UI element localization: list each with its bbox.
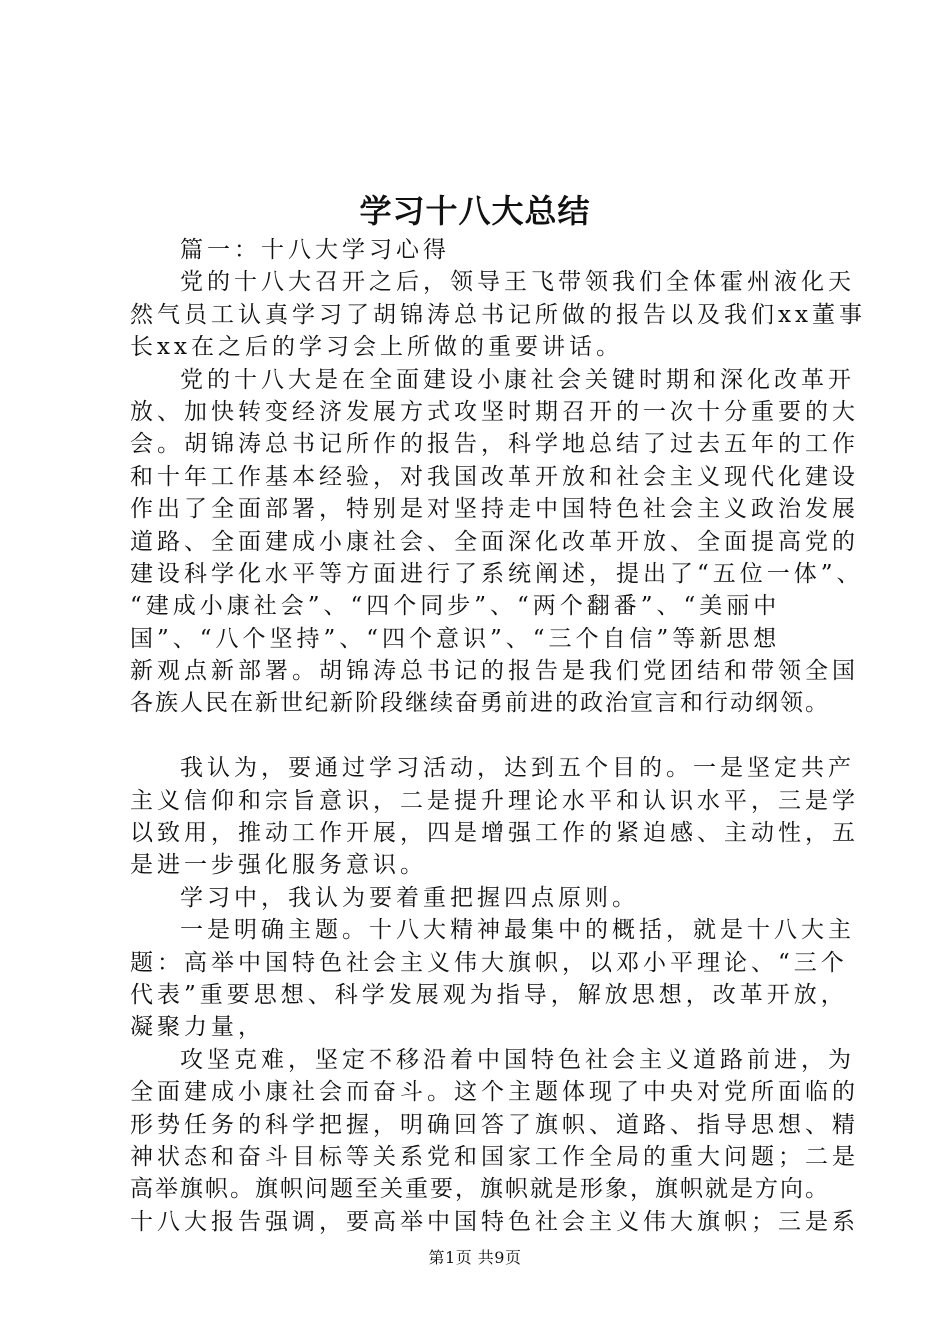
paragraph-line: 新观点新部署。胡锦涛总书记的报告是我们党团结和带领全国 xyxy=(130,658,859,685)
paragraph-line: 凝聚力量， xyxy=(130,1014,265,1041)
paragraph-line: 党的十八大是在全面建设小康社会关键时期和深化改革开 xyxy=(180,366,855,393)
paragraph-line: 长xx在之后的学习会上所做的重要讲话。 xyxy=(130,334,623,361)
paragraph-line: 和十年工作基本经验，对我国改革开放和社会主义现代化建设 xyxy=(130,463,859,490)
page-number-footer: 第1页 共9页 xyxy=(428,1248,522,1267)
section-heading: 篇一：十八大学习心得 xyxy=(180,237,450,263)
blank-line xyxy=(130,720,830,752)
paragraph-line: 高举旗帜。旗帜问题至关重要，旗帜就是形象，旗帜就是方向。 xyxy=(130,1176,830,1203)
paragraph-line: 以致用，推动工作开展，四是增强工作的紧迫感、主动性，五 xyxy=(130,820,859,847)
paragraph-line: 会。胡锦涛总书记所作的报告，科学地总结了过去五年的工作 xyxy=(130,431,859,458)
paragraph-line: 党的十八大召开之后，领导王飞带领我们全体霍州液化天 xyxy=(180,269,855,296)
paragraph-line: 学习中，我认为要着重把握四点原则。 xyxy=(180,884,639,911)
paragraph-line: 攻坚克难，坚定不移沿着中国特色社会主义道路前进，为 xyxy=(180,1046,855,1073)
paragraph-line: 形势任务的科学把握，明确回答了旗帜、道路、指导思想、精 xyxy=(130,1111,859,1138)
paragraph-line: 全面建成小康社会而奋斗。这个主题体现了中央对党所面临的 xyxy=(130,1079,859,1106)
paragraph-line: 代表”重要思想、科学发展观为指导，解放思想，改革开放， xyxy=(130,981,848,1008)
paragraph-line: 建设科学化水平等方面进行了系统阐述，提出了“五位一体”、 xyxy=(130,560,864,587)
paragraph-line: 神状态和奋斗目标等关系党和国家工作全局的重大问题；二是 xyxy=(130,1143,859,1170)
paragraph-line: 然气员工认真学习了胡锦涛总书记所做的报告以及我们xx董事 xyxy=(130,301,866,328)
paragraph-line: 一是明确主题。十八大精神最集中的概括，就是十八大主 xyxy=(180,917,855,944)
paragraph-line: 国”、“八个坚持”、“四个意识”、“三个自信”等新思想 xyxy=(130,625,781,652)
paragraph-line: 道路、全面建成小康社会、全面深化改革开放、全面提高党的 xyxy=(130,528,859,555)
paragraph-line: 我认为，要通过学习活动，达到五个目的。一是坚定共产 xyxy=(180,755,855,782)
paragraph-line: 放、加快转变经济发展方式攻坚时期召开的一次十分重要的大 xyxy=(130,398,859,425)
paragraph-line: 主义信仰和宗旨意识，二是提升理论水平和认识水平，三是学 xyxy=(130,787,859,814)
paragraph-line: 作出了全面部署，特别是对坚持走中国特色社会主义政治发展 xyxy=(130,496,859,523)
paragraph-line: 十八大报告强调，要高举中国特色社会主义伟大旗帜；三是系 xyxy=(130,1208,859,1235)
document-title: 学习十八大总结 xyxy=(359,192,591,230)
paragraph-line: 各族人民在新世纪新阶段继续奋勇前进的政治宣言和行动纲领。 xyxy=(130,690,830,717)
paragraph-line: 题：高举中国特色社会主义伟大旗帜，以邓小平理论、“三个 xyxy=(130,949,848,976)
document-body xyxy=(130,234,866,1238)
paragraph-line: “建成小康社会”、“四个同步”、“两个翻番”、“美丽中 xyxy=(130,593,781,620)
paragraph-line: 是进一步强化服务意识。 xyxy=(130,852,427,879)
